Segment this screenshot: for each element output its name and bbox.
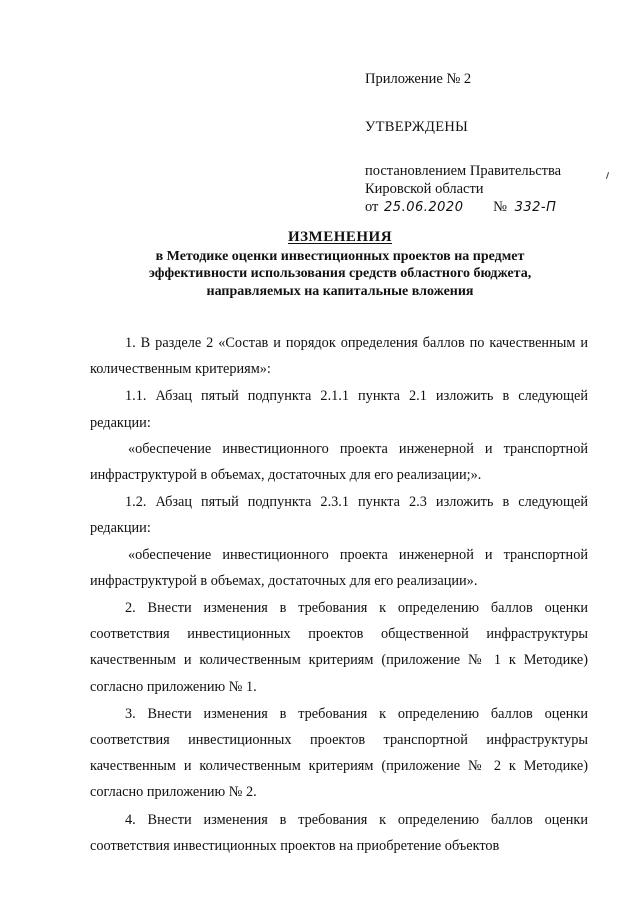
margin-tick-mark [606,172,609,179]
approved-label: УТВЕРЖДЕНЫ [365,119,469,135]
decree-line-2: Кировской области [365,181,484,197]
paragraph-1-1: 1.1. Абзац пятый подпункта 2.1.1 пункта 2.1 изложить в следующей редакции: [90,388,588,431]
decree-line-1: постановлением Правительства [365,163,562,179]
document-body [90,330,588,859]
paragraph-1-2: 1.2. Абзац пятый подпункта 2.3.1 пункта 2.3 изложить в следующей редакции: [90,494,588,537]
paragraph-1: 1. В разделе 2 «Состав и порядок определения баллов по качественным и количественным критериям»: [90,335,588,378]
title-line-1: в Методике оценки инвестиционных проектов на предмет [155,248,525,264]
paragraph-2: 2. Внести изменения в требования к определению баллов оценки соответствия инвестиционных проектов общественной инфраструктуры качественным и количественным критериям (приложение № 1 к Методике) согласно приложению № 1. [90,600,588,695]
title-line-2: эффективности использования средств областного бюджета, [148,266,532,281]
decree-reference [365,162,561,217]
handwritten-number: 332-П [514,200,557,215]
paragraph-quote-1: «обеспечение инвестиционного проекта инженерной и транспортной инфраструктурой в объемах, достаточных для его реализации;». [90,440,588,484]
paragraph-3: 3. Внести изменения в требования к определению баллов оценки соответствия инвестиционных проектов транспортной инфраструктуры качественным и количественным критериям (приложение № 2 к Методике) согласно приложению № 2. [90,705,588,801]
annex-label: Приложение № 2 [365,71,472,87]
title-line-3: направляемых на капитальные вложения [206,283,474,299]
date-prefix: от [365,199,379,215]
paragraph-4: 4. Внести изменения в требования к определению баллов оценки соответствия инвестиционных проектов на приобретение объектов [90,811,588,854]
number-prefix: № [493,199,507,215]
title-main: ИЗМЕНЕНИЯ [287,229,393,245]
document-title [60,229,620,300]
approval-header [365,70,561,217]
handwritten-date: 25.06.2020 [384,200,464,215]
paragraph-quote-2: «обеспечение инвестиционного проекта инженерной и транспортной инфраструктурой в объемах, достаточных для его реализации». [90,546,588,589]
decree-date-number [365,198,561,217]
